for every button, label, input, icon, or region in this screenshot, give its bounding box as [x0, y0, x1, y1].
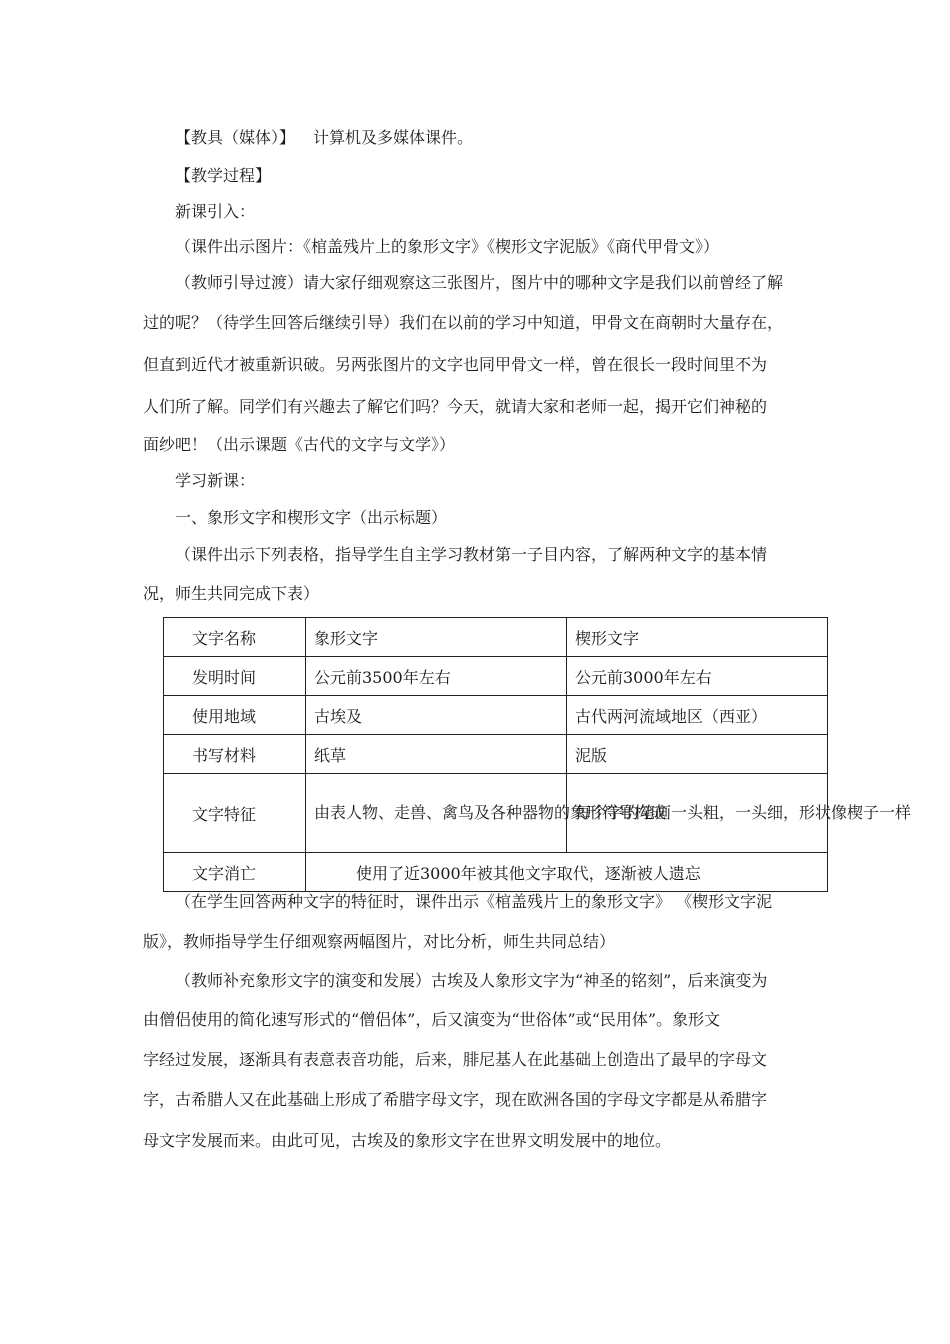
- supplement-line: 母文字发展而来。由此可见，古埃及的象形文字在世界文明发展中的地位。: [143, 1131, 672, 1150]
- intro-para-line: 人们所了解。同学们有兴趣去了解它们吗？今天，就请大家和老师一起，揭开它们神秘的: [143, 397, 768, 416]
- intro-heading: 新课引入：: [175, 202, 256, 221]
- table-row: [164, 853, 828, 892]
- table-row: [164, 657, 828, 696]
- media-line: [175, 128, 473, 148]
- intro-para-line: 但直到近代才被重新识破。另两张图片的文字也同甲骨文一样，曾在很长一段时间里不为: [143, 355, 768, 374]
- media-text: 计算机及多媒体课件。: [313, 128, 474, 147]
- media-label: 【教具（媒体）】: [175, 128, 296, 147]
- table-cell: 使用了近3000年被其他文字取代，逐渐被人遗忘: [306, 853, 828, 892]
- after-table-line: （在学生回答两种文字的特征时，课件出示《棺盖残片上的象形文字》 《楔形文字泥: [175, 892, 773, 911]
- table-cell: 文字特征: [164, 774, 306, 853]
- supplement-line: （教师补充象形文字的演变和发展）古埃及人象形文字为“神圣的铭刻”，后来演变为: [175, 971, 768, 990]
- intro-show-images: （课件出示图片：《棺盖残片上的象形文字》《楔形文字泥版》《商代甲骨文》）: [175, 237, 720, 256]
- table-intro-line: （课件出示下列表格，指导学生自主学习教材第一子目内容，了解两种文字的基本情: [175, 545, 768, 564]
- table-row: [164, 618, 828, 657]
- table-cell: 古代两河流域地区（西亚）: [567, 696, 828, 735]
- table-cell: 每个字的笔画一头粗，一头细，形状像楔子一样: [567, 774, 828, 853]
- table-cell: 书写材料: [164, 735, 306, 774]
- table-cell: 文字消亡: [164, 853, 306, 892]
- after-table-line: 版》，教师指导学生仔细观察两幅图片，对比分析，师生共同总结）: [143, 932, 616, 951]
- table-row: [164, 774, 828, 853]
- table-cell: 公元前3500年左右: [306, 657, 567, 696]
- section-title: 一、象形文字和楔形文字（出示标题）: [175, 508, 448, 527]
- table-cell: 使用地域: [164, 696, 306, 735]
- intro-para-line: 面纱吧！（出示课题《古代的文字与文学》）: [143, 435, 456, 454]
- table-cell: 纸草: [306, 735, 567, 774]
- table-cell: 古埃及: [306, 696, 567, 735]
- table-intro-line: 况，师生共同完成下表）: [143, 584, 320, 603]
- supplement-line: 字经过发展，逐渐具有表意表音功能，后来，腓尼基人在此基础上创造出了最早的字母文: [143, 1050, 768, 1069]
- table-row: [164, 696, 828, 735]
- table-cell: 文字名称: [164, 618, 306, 657]
- supplement-line: 字，古希腊人又在此基础上形成了希腊字母文字，现在欧洲各国的字母文字都是从希腊字: [143, 1090, 768, 1109]
- lesson-heading: 学习新课：: [175, 471, 256, 490]
- table-cell: 象形文字: [306, 618, 567, 657]
- table-cell: 泥版: [567, 735, 828, 774]
- comparison-table: [163, 617, 912, 892]
- supplement-line: 由僧侣使用的简化速写形式的“僧侣体”，后又演变为“世俗体”或“民用体”。象形文: [143, 1010, 721, 1029]
- table-cell: 楔形文字: [567, 618, 828, 657]
- process-label: 【教学过程】: [175, 166, 272, 185]
- table-cell: 公元前3000年左右: [567, 657, 828, 696]
- table-row: [164, 735, 828, 774]
- table-cell: 由表人物、走兽、禽鸟及各种器物的象形符号构成: [306, 774, 567, 853]
- intro-para-line: （教师引导过渡）请大家仔细观察这三张图片，图片中的哪种文字是我们以前曾经了解: [175, 273, 784, 292]
- intro-para-line: 过的呢？（待学生回答后继续引导）我们在以前的学习中知道，甲骨文在商朝时大量存在，: [143, 313, 784, 332]
- table-cell: 发明时间: [164, 657, 306, 696]
